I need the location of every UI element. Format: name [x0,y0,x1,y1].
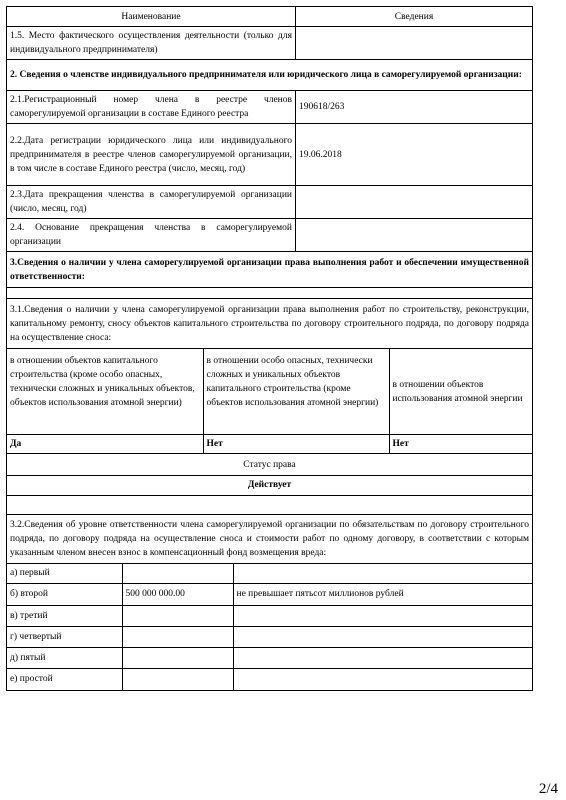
row-1-5 [7,27,533,60]
extract-document [6,6,532,691]
status-label: Статус права [7,454,532,476]
row-2-1 [7,91,533,124]
level-amount [122,563,233,583]
level-row [7,583,532,605]
section-3-2-text-row [7,514,532,563]
answer-hazardous: Нет [203,435,389,454]
level-row [7,626,532,647]
status-value-row [7,476,532,495]
header-name: Наименование [7,7,296,27]
level-note: не превышает пятьсот миллионов рублей [233,583,532,605]
level-note [233,626,532,647]
rights-columns-row [7,349,532,435]
row-label: 2.3.Дата прекращения членства в саморегулируемой организации (число, месяц, год) [7,186,296,219]
header-row [7,7,533,27]
status-label-row [7,454,532,476]
section-3-1-row [7,288,533,496]
rights-answers-row [7,435,532,454]
level-row [7,563,532,583]
level-amount [122,605,233,626]
level-label: г) четвертый [7,626,122,647]
header-value: Сведения [296,7,533,27]
level-note [233,668,532,690]
level-label: е) простой [7,668,122,690]
level-label: д) пятый [7,647,122,668]
level-amount [122,647,233,668]
section-3-2-table [7,514,532,691]
section-3-2-row [7,495,533,691]
level-label: б) второй [7,583,122,605]
row-label: 2.1.Регистрационный номер члена в реестре членов саморегулируемой организации в составе Единого реестра [7,91,296,124]
row-value [296,27,533,60]
row-value [296,219,533,252]
section-3-1-text-row [7,299,532,349]
section-2-title: 2. Сведения о членстве индивидуального предпринимателя или юридического лица в саморегулируемой организации: [7,60,533,91]
section-3-2-cell [7,495,533,691]
level-amount [122,668,233,690]
status-value: Действует [7,476,532,495]
section-3-1-text: 3.1.Сведения о наличии у члена саморегулируемой организации права выполнения работ по строительству, реконструкции, капитальному ремонту, сносу объектов капитального строительства по договору строительного подряда, по договору подряда на осуществление сноса: [7,299,532,349]
row-2-4 [7,219,533,252]
row-2-3 [7,186,533,219]
page-number: 2/4 [538,781,558,797]
section-3-title: 3.Сведения о наличии у члена саморегулируемой организации права выполнения работ и обеспечении имущественной ответственности: [7,252,533,288]
section-3-2-text: 3.2.Сведения об уровне ответственности члена саморегулируемой организации по обязательствам по договору строительного подряда, по договору подряда на осуществление сноса и стоимости работ по одному договору, в соответствии с которым указанным членом внесен взнос в компенсационный фонд возмещения вреда: [7,514,532,563]
level-amount: 500 000 000.00 [122,583,233,605]
answer-nuclear: Нет [389,435,532,454]
section-3-title-row [7,252,533,288]
row-label: 2.4. Основание прекращения членства в саморегулируемой организации [7,219,296,252]
rights-col-hazardous: в отношении особо опасных, технически сложных и уникальных объектов капитального строительства (кроме объектов использования атомной энергии) [203,349,389,435]
row-2-2 [7,124,533,186]
section-3-1-table [7,298,532,495]
rights-col-nuclear: в отношении объектов использования атомной энергии [389,349,532,435]
level-row [7,668,532,690]
registration-number: 190618/263 [296,91,533,124]
spacer [7,496,532,514]
level-note [233,605,532,626]
row-label: 1.5. Место фактического осуществления деятельности (только для индивидуального предпринимателя) [7,27,296,60]
level-label: а) первый [7,563,122,583]
level-row [7,605,532,626]
section-3-1-cell [7,288,533,496]
level-note [233,647,532,668]
section-2-title-row [7,60,533,91]
main-table [6,6,533,691]
row-label: 2.2.Дата регистрации юридического лица или индивидуального предпринимателя в реестре членов саморегулируемой организации, в том числе в составе Единого реестра (число, месяц, год) [7,124,296,186]
row-value [296,186,533,219]
level-row [7,647,532,668]
level-label: в) третий [7,605,122,626]
rights-col-general: в отношении объектов капитального строительства (кроме особо опасных, технически сложных и уникальных объектов, объектов использования атомной энергии) [7,349,203,435]
level-note [233,563,532,583]
answer-general: Да [7,435,203,454]
registration-date: 19.06.2018 [296,124,533,186]
spacer [7,288,532,298]
level-amount [122,626,233,647]
